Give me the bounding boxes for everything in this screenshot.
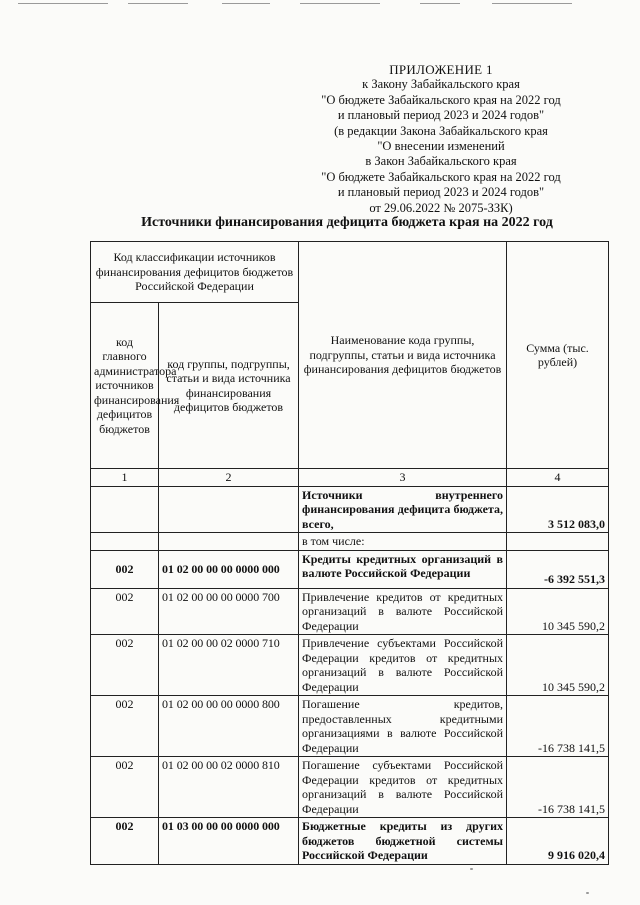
- row-admin-code: 002: [91, 818, 159, 865]
- row-group-code: 01 02 00 00 02 0000 810: [159, 757, 299, 818]
- row-group-code: [159, 486, 299, 533]
- header-name: Наименование кода группы, подгруппы, статьи и вида источника финансирования дефицитов бюджетов: [299, 242, 507, 469]
- scan-artifact-line: [222, 3, 270, 4]
- appendix-line: от 29.06.2022 № 2075-ЗЗК): [369, 200, 513, 215]
- financing-sources-table: [90, 241, 609, 865]
- row-name: в том числе:: [299, 533, 507, 551]
- column-number: 1: [91, 469, 159, 487]
- row-amount: 10 345 590,2: [507, 588, 609, 635]
- appendix-line: "О бюджете Забайкальского края на 2022 год: [321, 92, 561, 107]
- row-name: Привлечение субъектами Российской Федерации кредитов от кредитных организаций в валюте Российской Федерации: [299, 635, 507, 696]
- appendix-header: [300, 62, 582, 216]
- row-amount: 3 512 083,0: [507, 486, 609, 533]
- header-group-code: код группы, подгруппы, статьи и вида источника финансирования дефицитов бюджетов: [159, 303, 299, 469]
- table-row: [91, 635, 609, 696]
- column-number: 2: [159, 469, 299, 487]
- row-name: Привлечение кредитов от кредитных организаций в валюте Российской Федерации: [299, 588, 507, 635]
- document-title: Источники финансирования дефицита бюджета края на 2022 год: [141, 215, 553, 230]
- table-row: [91, 588, 609, 635]
- appendix-line: "О внесении изменений: [377, 139, 505, 154]
- table-row: [91, 533, 609, 551]
- scan-artifact-line: [18, 3, 108, 4]
- row-name: Кредиты кредитных организаций в валюте Российской Федерации: [299, 550, 507, 588]
- row-admin-code: [91, 486, 159, 533]
- scan-speck: [586, 892, 589, 894]
- row-amount: -16 738 141,5: [507, 757, 609, 818]
- row-admin-code: 002: [91, 696, 159, 757]
- table-row: [91, 757, 609, 818]
- scan-artifact-line: [128, 3, 188, 4]
- row-group-code: 01 02 00 00 02 0000 710: [159, 635, 299, 696]
- appendix-line: (в редакции Закона Забайкальского края: [334, 123, 548, 138]
- appendix-line: к Закону Забайкальского края: [362, 77, 520, 92]
- row-group-code: 01 03 00 00 00 0000 000: [159, 818, 299, 865]
- row-group-code: 01 02 00 00 00 0000 000: [159, 550, 299, 588]
- scan-artifact-line: [300, 3, 380, 4]
- table-row: [91, 550, 609, 588]
- column-number: 4: [507, 469, 609, 487]
- header-classification-group: Код классификации источников финансирования дефицитов бюджетов Российской Федерации: [91, 242, 299, 303]
- table-row: [91, 486, 609, 533]
- row-group-code: 01 02 00 00 00 0000 700: [159, 588, 299, 635]
- scan-speck: [470, 868, 473, 870]
- scan-artifact-line: [420, 3, 460, 4]
- appendix-line: ПРИЛОЖЕНИЕ 1: [389, 62, 493, 77]
- header-admin-code: код главного администратора источников финансирования дефицитов бюджетов: [91, 303, 159, 469]
- row-group-code: 01 02 00 00 00 0000 800: [159, 696, 299, 757]
- scan-artifact-line: [492, 3, 572, 4]
- row-amount: [507, 533, 609, 551]
- table-header-row: [91, 242, 609, 303]
- row-amount: -16 738 141,5: [507, 696, 609, 757]
- table-row: [91, 818, 609, 865]
- row-amount: -6 392 551,3: [507, 550, 609, 588]
- row-group-code: [159, 533, 299, 551]
- column-number: 3: [299, 469, 507, 487]
- table-row: [91, 696, 609, 757]
- appendix-line: и плановый период 2023 и 2024 годов": [337, 108, 545, 123]
- row-admin-code: 002: [91, 550, 159, 588]
- row-amount: 9 916 020,4: [507, 818, 609, 865]
- row-admin-code: 002: [91, 588, 159, 635]
- column-number-row: [91, 469, 609, 487]
- appendix-line: в Закон Забайкальского края: [365, 154, 517, 169]
- row-admin-code: 002: [91, 635, 159, 696]
- appendix-line: и плановый период 2023 и 2024 годов": [337, 185, 545, 200]
- row-admin-code: [91, 533, 159, 551]
- row-admin-code: 002: [91, 757, 159, 818]
- row-name: Погашение субъектами Российской Федерации кредитов от кредитных организаций в валюте Российской Федерации: [299, 757, 507, 818]
- row-name: Источники внутреннего финансирования дефицита бюджета, всего,: [299, 486, 507, 533]
- row-name: Погашение кредитов, предоставленных кредитными организациями в валюте Российской Федерации: [299, 696, 507, 757]
- row-name: Бюджетные кредиты из других бюджетов бюджетной системы Российской Федерации: [299, 818, 507, 865]
- appendix-line: "О бюджете Забайкальского края на 2022 год: [321, 169, 561, 184]
- header-amount: Сумма (тыс. рублей): [507, 242, 609, 469]
- row-amount: 10 345 590,2: [507, 635, 609, 696]
